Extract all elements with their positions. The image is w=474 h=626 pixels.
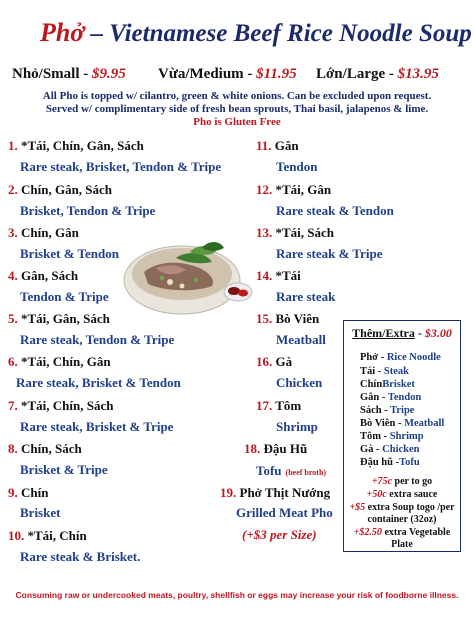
- food-safety-warning: Consuming raw or undercooked meats, poultry, shellfish or eggs may increase your risk of foodborne illness.: [15, 590, 459, 600]
- item-name: *Tái, Chín, Gân: [21, 354, 111, 369]
- page-title: [40, 18, 472, 48]
- item-description: Brisket, Tendon & Tripe: [20, 203, 156, 218]
- item-description: Tendon: [276, 159, 318, 174]
- item-number: 7.: [8, 398, 21, 413]
- item-description: Chicken: [276, 375, 323, 390]
- extras-title: [343, 326, 461, 341]
- addon-text: per to go: [392, 476, 433, 487]
- item-description: Meatball: [276, 332, 326, 347]
- extras-price: $3.00: [424, 326, 452, 340]
- item-name: *Tái, Gân, Sách: [21, 311, 110, 326]
- item-number: 5.: [8, 311, 21, 326]
- item-number: 15.: [256, 311, 276, 326]
- item-number: 17.: [256, 398, 276, 413]
- item-number: 18.: [244, 441, 264, 456]
- addon-text: extra Vegetable Plate: [381, 527, 451, 550]
- item-number: 6.: [8, 354, 21, 369]
- size-medium: [158, 66, 297, 83]
- extra-en: Tofu: [399, 457, 420, 468]
- extra-en: Chicken: [382, 444, 420, 455]
- item-number: 10.: [8, 528, 28, 543]
- item-number: 9.: [8, 485, 21, 500]
- extra-sep: -: [381, 405, 391, 416]
- size-price: $13.95: [397, 66, 439, 82]
- toppings-note: All Pho is topped w/ cilantro, green & white onions. Can be excluded upon request.: [42, 90, 432, 102]
- item-description: Rare steak & Tripe: [276, 246, 383, 261]
- item-number: 12.: [256, 182, 276, 197]
- addon-line: [343, 476, 461, 488]
- menu-item-13: [256, 224, 334, 242]
- extra-sep: -: [379, 392, 388, 403]
- menu-item-11: [256, 137, 299, 155]
- extra-en: Tendon: [387, 392, 422, 403]
- item-name: *Tái, Chín, Sách: [21, 398, 114, 413]
- addon-price: +$5: [349, 502, 366, 513]
- item-name: Gân, Sách: [21, 268, 79, 283]
- menu-item-17: [256, 397, 301, 415]
- size-label: Vừa/Medium -: [158, 66, 257, 82]
- menu-item-16: [256, 353, 292, 371]
- item-description: Rare steak & Brisket.: [20, 549, 141, 564]
- addon-text: extra sauce: [386, 489, 438, 500]
- item-name: Chín, Sách: [21, 441, 82, 456]
- extra-item: [360, 379, 415, 390]
- menu-item-15: [256, 310, 319, 328]
- extra-en: Tripe: [390, 405, 415, 416]
- menu-item-9: [8, 484, 48, 502]
- item-name: Chín, Gân, Sách: [21, 182, 113, 197]
- extra-en: Shrimp: [389, 431, 424, 442]
- item-description: Tendon & Tripe: [20, 289, 109, 304]
- extra-item: [360, 418, 444, 429]
- addon-price: +$2.50: [353, 527, 382, 538]
- extra-vn: Bò Viên: [360, 418, 396, 429]
- addon-line: [343, 527, 461, 551]
- menu-item-3: [8, 224, 79, 242]
- item-name: Chín, Gân: [21, 225, 79, 240]
- item-number: 8.: [8, 441, 21, 456]
- extra-item: [360, 405, 414, 416]
- served-note: Served w/ complimentary side of fresh bean sprouts, Thai basil, jalapenos & lime.: [45, 103, 429, 115]
- item-description: Brisket: [20, 505, 61, 520]
- addon-line: [343, 489, 461, 501]
- extra-vn: Gân: [360, 392, 380, 403]
- extra-vn: Chín: [360, 379, 383, 390]
- pho-word: Phở: [40, 18, 85, 47]
- extra-vn: Gà: [360, 444, 374, 455]
- pho-bowl-image: [116, 222, 258, 320]
- item-number: 19.: [220, 485, 240, 500]
- size-label: Nhỏ/Small -: [12, 66, 93, 82]
- item-description: Grilled Meat Pho: [236, 505, 333, 520]
- title-text: – Vietnamese Beef Rice Noodle Soup: [84, 20, 472, 47]
- item-number: 1.: [8, 138, 21, 153]
- item-description: Tofu: [256, 463, 282, 478]
- item-name: Phở Thịt Nướng: [239, 485, 331, 500]
- menu-item-7: [8, 397, 113, 415]
- item-number: 14.: [256, 268, 276, 283]
- extra-en: Meatball: [404, 418, 445, 429]
- broth-note: (beef broth): [285, 468, 327, 477]
- menu-item-4: [8, 267, 78, 285]
- extras-title-sep: -: [414, 326, 425, 340]
- size-price: $11.95: [256, 66, 297, 82]
- item-number: 2.: [8, 182, 21, 197]
- menu-item-12: [256, 181, 331, 199]
- extra-item: [360, 392, 421, 403]
- item-name: *Tái, Sách: [275, 225, 335, 240]
- item-name: Tôm: [275, 398, 302, 413]
- addon-price: +50c: [366, 489, 387, 500]
- extra-item: [360, 444, 420, 455]
- extra-item: [360, 431, 424, 442]
- extra-vn: Tái: [360, 366, 376, 377]
- menu-item-6: [8, 353, 111, 371]
- extra-item: [360, 366, 409, 377]
- item-description: Shrimp: [276, 419, 318, 434]
- item-number: 11.: [256, 138, 275, 153]
- extra-vn: Tôm: [360, 431, 381, 442]
- item-name: *Tái, Chín: [27, 528, 87, 543]
- extra-sep: -: [395, 418, 405, 429]
- item-name: Gân: [274, 138, 299, 153]
- extra-sep: -: [373, 444, 383, 455]
- size-price: $9.95: [92, 66, 126, 82]
- gluten-free-note: Pho is Gluten Free: [193, 116, 281, 128]
- menu-item-18: [244, 440, 307, 458]
- item-description: Rare steak, Brisket & Tendon: [16, 375, 181, 390]
- extra-vn: Sách: [360, 405, 382, 416]
- item-name: *Tái, Chín, Gân, Sách: [21, 138, 144, 153]
- extras-title-label: Thêm/Extra: [352, 326, 415, 340]
- item-name: Gà: [275, 354, 293, 369]
- item-number: 4.: [8, 268, 21, 283]
- item-description: Rare steak: [276, 289, 336, 304]
- size-large: [316, 66, 439, 83]
- price-note: (+$3 per Size): [242, 527, 317, 542]
- menu-item-19: [220, 484, 330, 502]
- extra-sep: -: [381, 431, 390, 442]
- extra-vn: Phở: [360, 352, 379, 363]
- item-description: Rare steak, Tendon & Tripe: [20, 332, 175, 347]
- extra-en: Rice Noodle: [386, 352, 441, 363]
- size-label: Lớn/Large -: [316, 66, 398, 82]
- item-name: Bò Viên: [275, 311, 320, 326]
- extra-sep: -: [392, 457, 400, 468]
- menu-item-1: [8, 137, 144, 155]
- extra-item: [360, 457, 420, 468]
- extra-en: Steak: [383, 366, 410, 377]
- item-number: 13.: [256, 225, 276, 240]
- item-number: 16.: [256, 354, 276, 369]
- item-description: Brisket & Tripe: [20, 462, 108, 477]
- item-name: *Tái, Gân: [275, 182, 332, 197]
- item-description: Rare steak, Brisket, Tendon & Tripe: [20, 159, 222, 174]
- size-small: [12, 66, 126, 83]
- menu-item-5: [8, 310, 110, 328]
- item-name: Đậu Hũ: [263, 441, 308, 456]
- item-number: 3.: [8, 225, 21, 240]
- item-description-line: [256, 462, 326, 480]
- item-description: Rare steak, Brisket & Tripe: [20, 419, 174, 434]
- menu-item-14: [256, 267, 301, 285]
- extra-en: Brisket: [382, 379, 415, 390]
- extra-vn: Đậu hũ: [360, 457, 393, 468]
- extra-sep: -: [378, 352, 387, 363]
- item-description: Brisket & Tendon: [20, 246, 119, 261]
- extra-sep: -: [375, 366, 384, 377]
- extra-item: [360, 352, 441, 363]
- menu-item-8: [8, 440, 82, 458]
- addon-line: [343, 502, 461, 526]
- item-name: Chín: [21, 485, 49, 500]
- item-description: Rare steak & Tendon: [276, 203, 394, 218]
- addon-price: +75c: [371, 476, 393, 487]
- addon-text: extra Soup togo /per container (32oz): [365, 502, 455, 525]
- menu-item-10: [8, 527, 87, 545]
- menu-item-2: [8, 181, 112, 199]
- item-name: *Tái: [275, 268, 301, 283]
